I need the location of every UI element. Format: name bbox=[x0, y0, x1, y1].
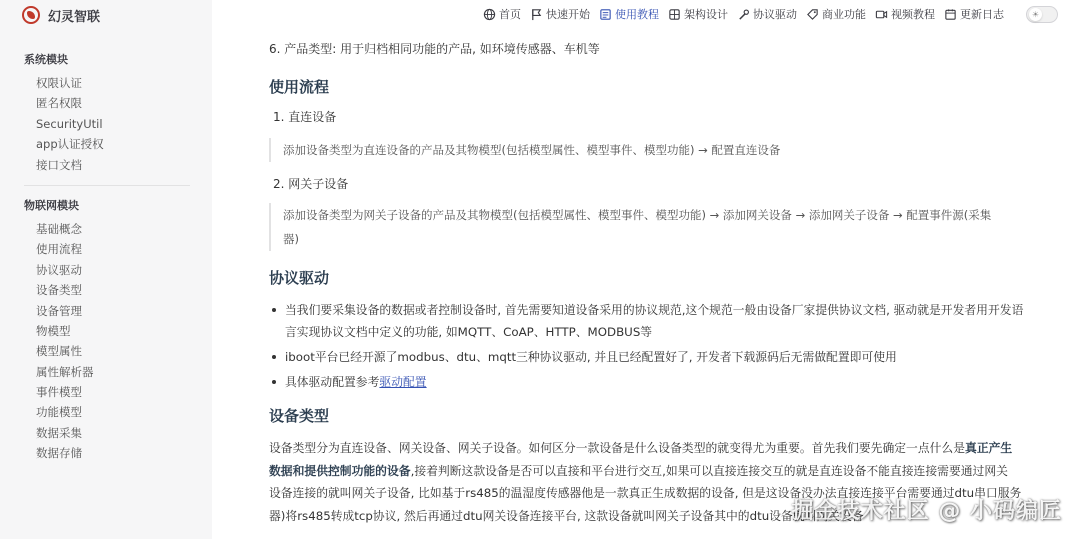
step-gateway-subdevice: 2. 网关子设备 bbox=[273, 177, 349, 191]
list-item bbox=[269, 371, 1074, 393]
flag-icon bbox=[530, 8, 543, 21]
step-direct-device: 1. 直连设备 bbox=[273, 110, 337, 124]
nav-tutorial[interactable] bbox=[599, 6, 659, 22]
list-item-text: 具体驱动配置参考 bbox=[285, 375, 380, 389]
tag-icon bbox=[806, 8, 819, 21]
para-bold: 真正产生 bbox=[965, 441, 1013, 455]
sidebar-group-title: 物联网模块 bbox=[24, 198, 79, 212]
list-item-text: 言实现协议文档中定义的功能, 如MQTT、CoAP、HTTP、MODBUS等 bbox=[285, 325, 653, 339]
top-nav bbox=[212, 0, 1080, 28]
para-text: ,接着判断这款设备是否可以直接和平台进行交互,如果可以直接连接交互的就是直连设备不能直接连接需要通过网关 bbox=[410, 463, 1008, 478]
heading-protocol-driver: 协议驱动 bbox=[269, 269, 330, 287]
driver-config-link[interactable]: 驱动配置 bbox=[379, 375, 427, 389]
list-item bbox=[269, 299, 1074, 343]
nav-commercial[interactable] bbox=[806, 6, 866, 22]
sidebar-group-title: 系统模块 bbox=[24, 53, 68, 66]
sidebar-item[interactable]: SecurityUtil bbox=[36, 116, 103, 131]
nav-label: 首页 bbox=[499, 8, 521, 21]
sidebar-item[interactable]: 属性解析器 bbox=[36, 364, 94, 379]
nav-label: 使用教程 bbox=[615, 8, 659, 21]
list-item: iboot平台已经开源了modbus、dtu、mqtt三种协议驱动, 并且已经配置好了, 开发者下载源码后无需做配置即可使用 bbox=[269, 346, 1074, 368]
step-direct-device-desc bbox=[269, 138, 780, 162]
heading-device-type: 设备类型 bbox=[269, 407, 330, 425]
nav-label: 架构设计 bbox=[684, 8, 728, 21]
sidebar-divider bbox=[24, 185, 190, 186]
sidebar-item[interactable]: 协议驱动 bbox=[36, 262, 82, 277]
nav-label: 快速开始 bbox=[546, 8, 590, 21]
sidebar-item[interactable]: 数据存储 bbox=[36, 446, 82, 461]
sidebar-item[interactable]: 权限认证 bbox=[36, 76, 82, 90]
nav-label: 更新日志 bbox=[960, 8, 1004, 21]
quote-text: 器) bbox=[283, 232, 299, 246]
brand-logo[interactable] bbox=[22, 5, 100, 25]
sidebar-item[interactable]: 使用流程 bbox=[36, 242, 82, 257]
sidebar-item[interactable]: 物模型 bbox=[36, 323, 71, 338]
layers-icon bbox=[668, 8, 681, 21]
protocol-list bbox=[269, 299, 1074, 393]
theme-toggle[interactable] bbox=[1026, 6, 1058, 23]
step-gateway-subdevice-desc bbox=[269, 203, 1074, 251]
sidebar-item[interactable]: 功能模型 bbox=[36, 405, 82, 420]
quote-text: 添加设备类型为直连设备的产品及其物模型(包括模型属性、模型事件、模型功能) → 配置直连设备 bbox=[283, 143, 781, 157]
product-type-line: 6. 产品类型: 用于归档相同功能的产品, 如环境传感器、车机等 bbox=[269, 42, 600, 56]
watermark: 掘金技术社区 @ 小码编匠 bbox=[791, 499, 1062, 524]
nav-changelog[interactable] bbox=[944, 6, 1004, 22]
sidebar-item[interactable]: 设备管理 bbox=[36, 303, 82, 318]
sidebar-item[interactable]: 设备类型 bbox=[36, 283, 82, 298]
calendar-icon bbox=[944, 8, 957, 21]
sidebar-item[interactable]: 匿名权限 bbox=[36, 96, 82, 111]
globe-icon bbox=[483, 8, 496, 21]
sidebar-item[interactable]: 基础概念 bbox=[36, 221, 82, 236]
sidebar bbox=[0, 0, 212, 539]
nav-label: 商业功能 bbox=[822, 8, 866, 21]
nav-video[interactable] bbox=[875, 6, 935, 22]
sidebar-item[interactable]: 模型属性 bbox=[36, 344, 82, 359]
list-item-text: 当我们要采集设备的数据或者控制设备时, 首先需要知道设备采用的协议规范,这个规范一般由设备厂家提供协议文档, 驱动就是开发者用开发语 bbox=[285, 303, 1024, 317]
nav-label: 视频教程 bbox=[891, 8, 935, 21]
book-icon bbox=[599, 8, 612, 21]
video-icon bbox=[875, 8, 888, 21]
nav-quick-start[interactable] bbox=[530, 6, 590, 22]
para-text: 设备连接的就叫网关子设备, 比如基于rs485的温湿度传感器他是一款真正生成数据的设备, 但是这设备没办法直接连接平台需要通过dtu串口服务 bbox=[269, 486, 1022, 500]
quote-text: 添加设备类型为网关子设备的产品及其物模型(包括模型属性、模型事件、模型功能) → 添加网关设备 → 添加网关子设备 → 配置事件源(采集 bbox=[283, 208, 992, 222]
sidebar-item[interactable]: 事件模型 bbox=[36, 385, 82, 400]
heading-usage-flow: 使用流程 bbox=[269, 78, 330, 96]
para-text: 器)将rs485转成tcp协议, 然后再通过dtu网关设备连接平台, 这款设备就叫网关子设备其中的dtu设备就叫网关设备 bbox=[269, 508, 864, 523]
nav-architecture[interactable] bbox=[668, 6, 728, 22]
tool-icon bbox=[737, 8, 750, 21]
brand-name: 幻灵智联 bbox=[48, 9, 101, 25]
sidebar-nav bbox=[24, 52, 190, 464]
sidebar-item[interactable]: app认证授权 bbox=[36, 137, 104, 152]
nav-label: 协议驱动 bbox=[753, 8, 797, 21]
nav-home[interactable] bbox=[483, 6, 521, 22]
sidebar-item[interactable]: 接口文档 bbox=[36, 157, 82, 172]
sidebar-item[interactable]: 数据采集 bbox=[36, 425, 82, 440]
nav-protocol-driver[interactable] bbox=[737, 6, 797, 22]
para-bold: 数据和提供控制功能的设备 bbox=[269, 463, 411, 478]
para-text: 设备类型分为直连设备、网关设备、网关子设备。如何区分一款设备是什么设备类型的就变得尤为重要。首先我们要先确定一点什么是 bbox=[269, 441, 966, 455]
brand-logo-icon bbox=[22, 6, 40, 24]
